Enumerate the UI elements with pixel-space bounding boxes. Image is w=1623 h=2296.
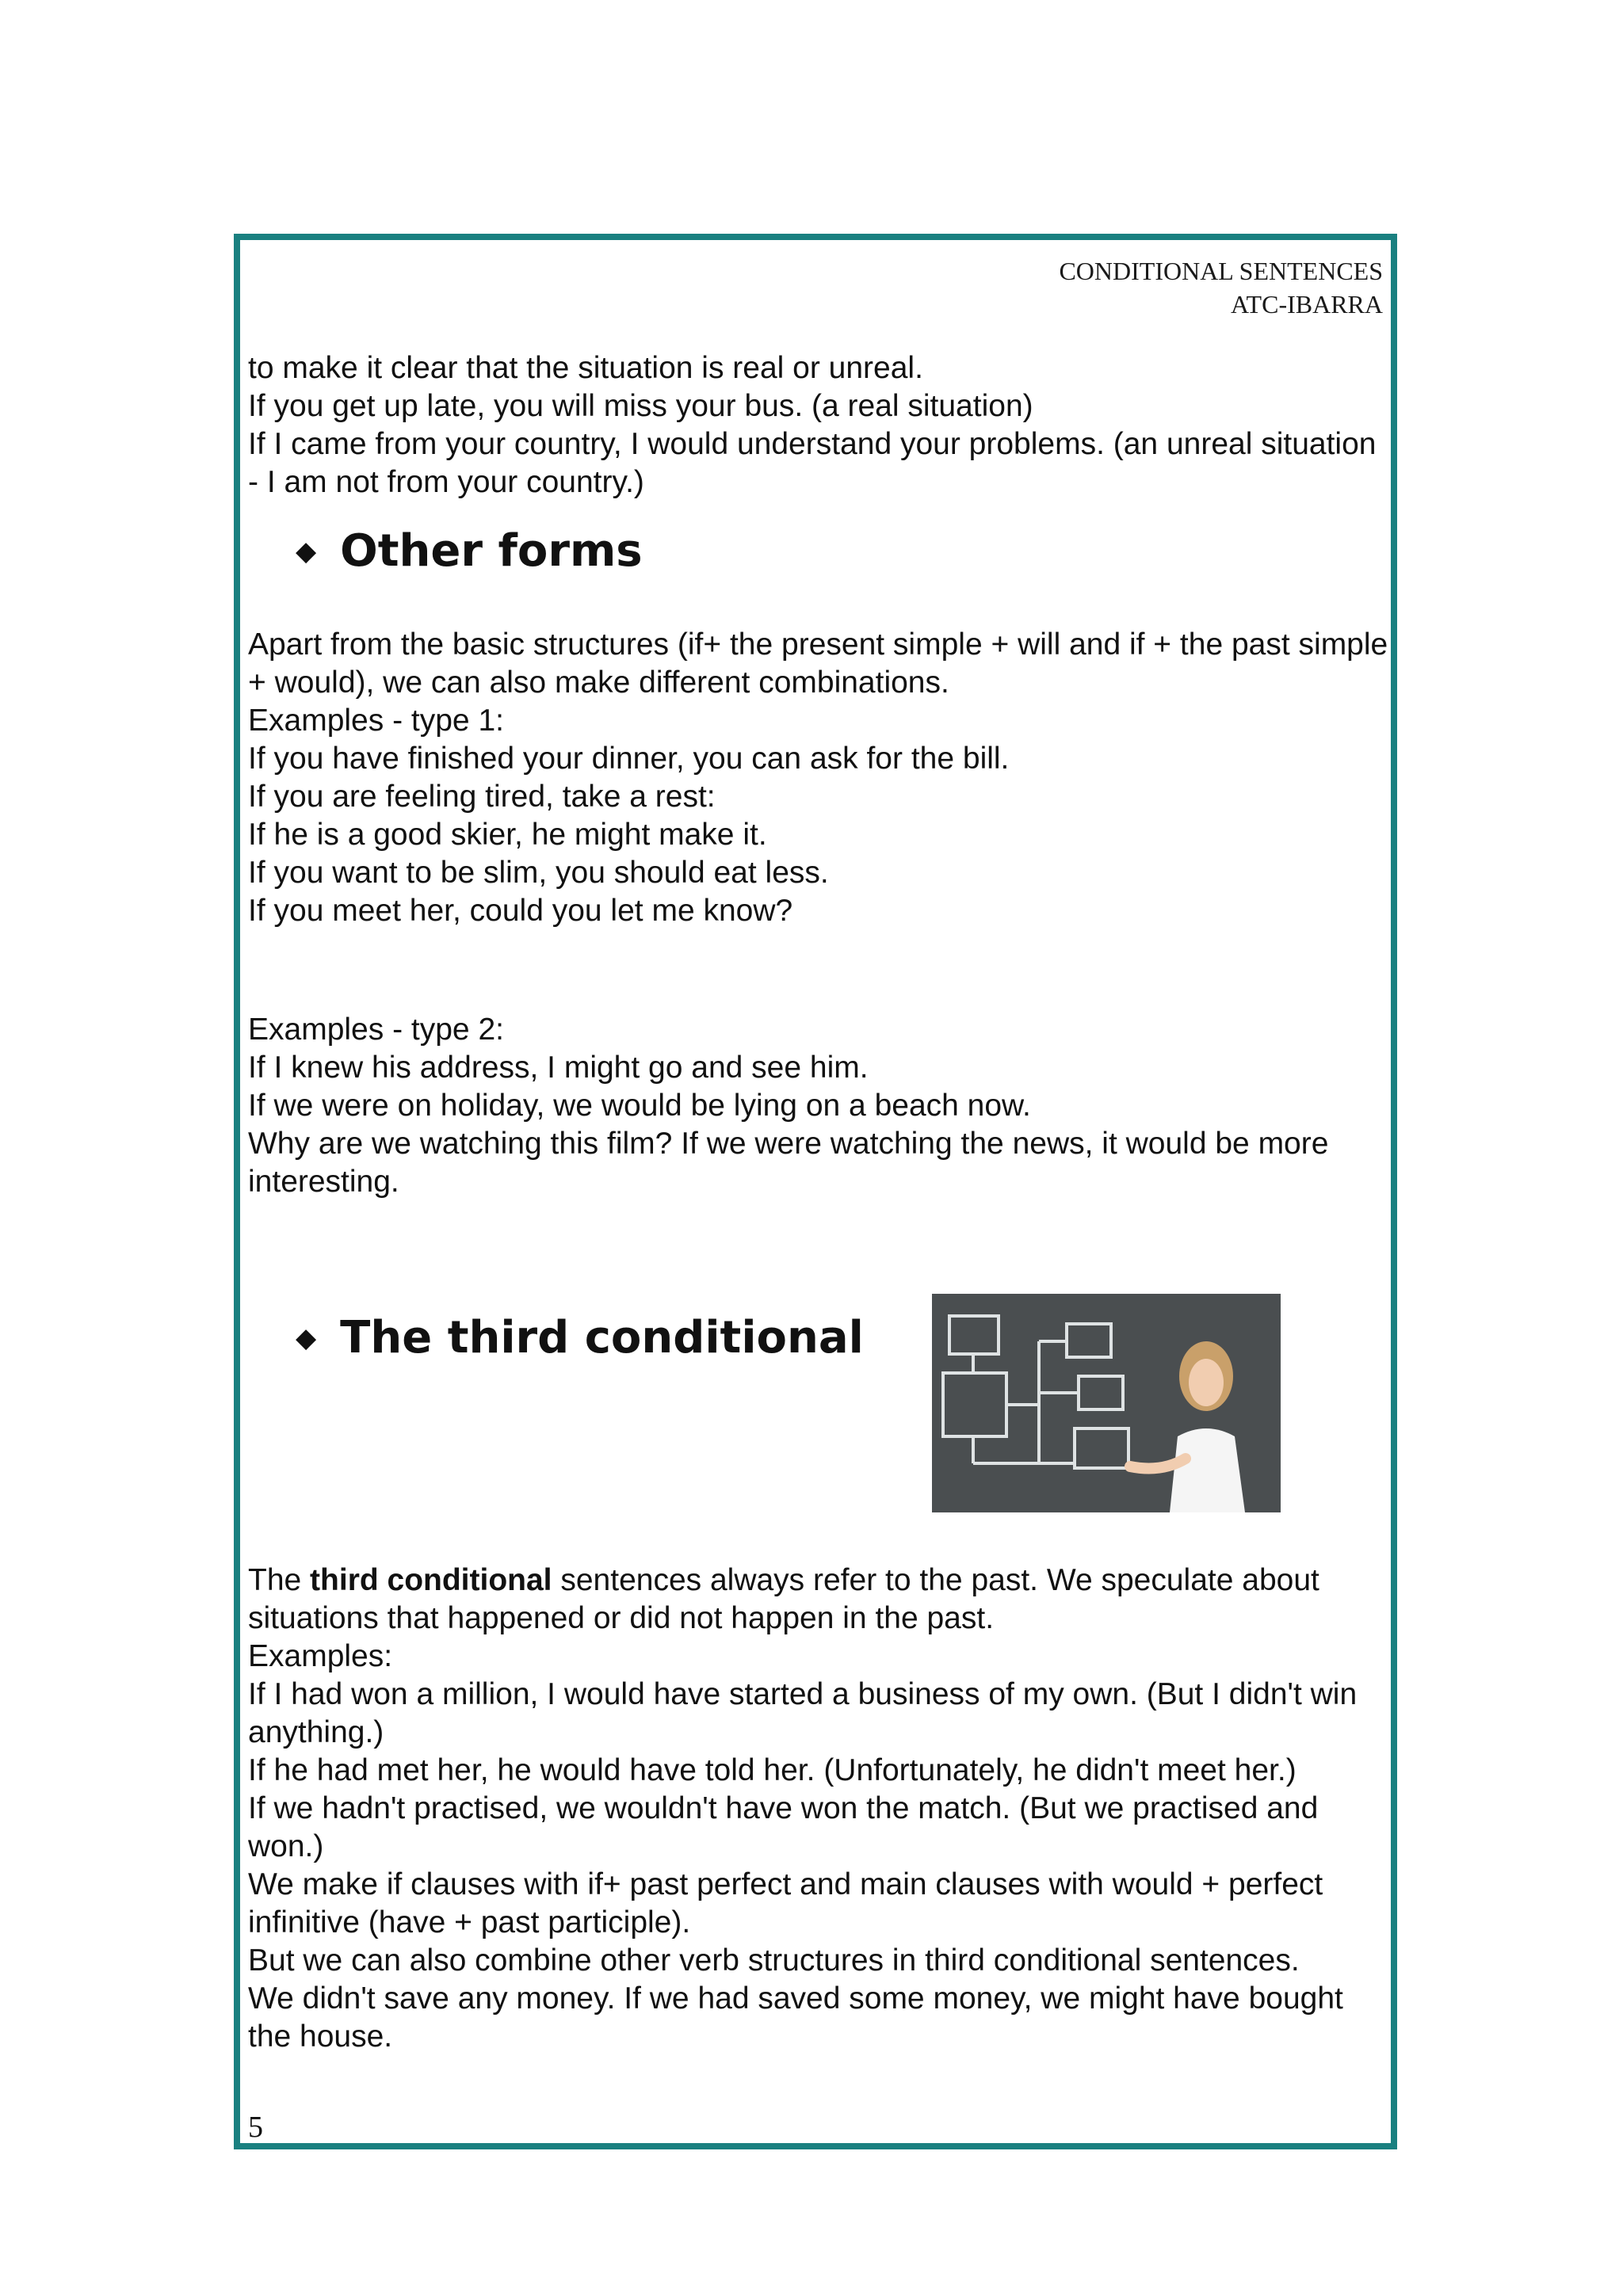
example-line: If you want to be slim, you should eat less. <box>248 856 829 890</box>
example-line: If you meet her, could you let me know? <box>248 894 793 928</box>
example-line: If you have finished your dinner, you can ask for the bill. <box>248 742 1010 776</box>
diamond-bullet-icon: ◆ <box>296 535 317 567</box>
example-line: If he is a good skier, he might make it. <box>248 818 767 852</box>
heading-other-forms <box>296 525 643 577</box>
example-line: We didn't save any money. If we had saved some money, we might have bought the house. <box>248 1981 1343 2054</box>
example-line: Why are we watching this film? If we were watching the news, it would be more interesting. <box>248 1127 1329 1199</box>
intro-line: If I came from your country, I would understand your problems. (an unreal situation - I am not from your country.) <box>248 427 1377 499</box>
type2-text <box>248 1011 1389 1201</box>
examples-label: Examples - type 2: <box>248 1013 504 1047</box>
page-number: 5 <box>248 2111 263 2144</box>
diamond-bullet-icon: ◆ <box>296 1322 317 1354</box>
intro-line: to make it clear that the situation is real or unreal. <box>248 351 923 385</box>
example-line: If he had met her, he would have told her. (Unfortunately, he didn't meet her.) <box>248 1753 1296 1787</box>
example-line: If I had won a million, I would have started a business of my own. (But I didn't win anything.) <box>248 1677 1358 1749</box>
page-header <box>1059 254 1383 321</box>
paragraph-prefix: The <box>248 1563 311 1597</box>
teacher-chalkboard-image <box>932 1294 1281 1512</box>
header-title: CONDITIONAL SENTENCES <box>1059 257 1383 285</box>
intro-text <box>248 349 1389 502</box>
paragraph-rest: sentences always refer to the past. We speculate about situations that happened or did not happen in the past. <box>248 1563 1319 1635</box>
paragraph <box>248 1562 1389 1638</box>
header-subtitle: ATC-IBARRA <box>1230 290 1383 318</box>
heading-label: Other forms <box>340 525 643 577</box>
paragraph: Apart from the basic structures (if+ the present simple + will and if + the past simple + would), we can also make different combinations. <box>248 627 1388 700</box>
example-line: If we hadn't practised, we wouldn't have won the match. (But we practised and won.) <box>248 1791 1319 1863</box>
intro-line: If you get up late, you will miss your bus. (a real situation) <box>248 389 1033 423</box>
examples-label: Examples - type 1: <box>248 704 504 738</box>
bold-term: third conditional <box>310 1563 552 1597</box>
other-forms-text <box>248 626 1389 930</box>
example-line: We make if clauses with if+ past perfect and main clauses with would + perfect infinitive (have + past participle). <box>248 1867 1323 1939</box>
example-line: But we can also combine other verb structures in third conditional sentences. <box>248 1943 1300 1978</box>
page-frame <box>234 234 1397 2149</box>
examples-label: Examples: <box>248 1639 393 1673</box>
example-line: If we were on holiday, we would be lying on a beach now. <box>248 1089 1031 1123</box>
example-line: If I knew his address, I might go and see him. <box>248 1051 869 1085</box>
example-line: If you are feeling tired, take a rest: <box>248 780 716 814</box>
third-conditional-text <box>248 1562 1389 2056</box>
heading-third-conditional <box>296 1312 864 1363</box>
heading-label: The third conditional <box>340 1312 864 1363</box>
